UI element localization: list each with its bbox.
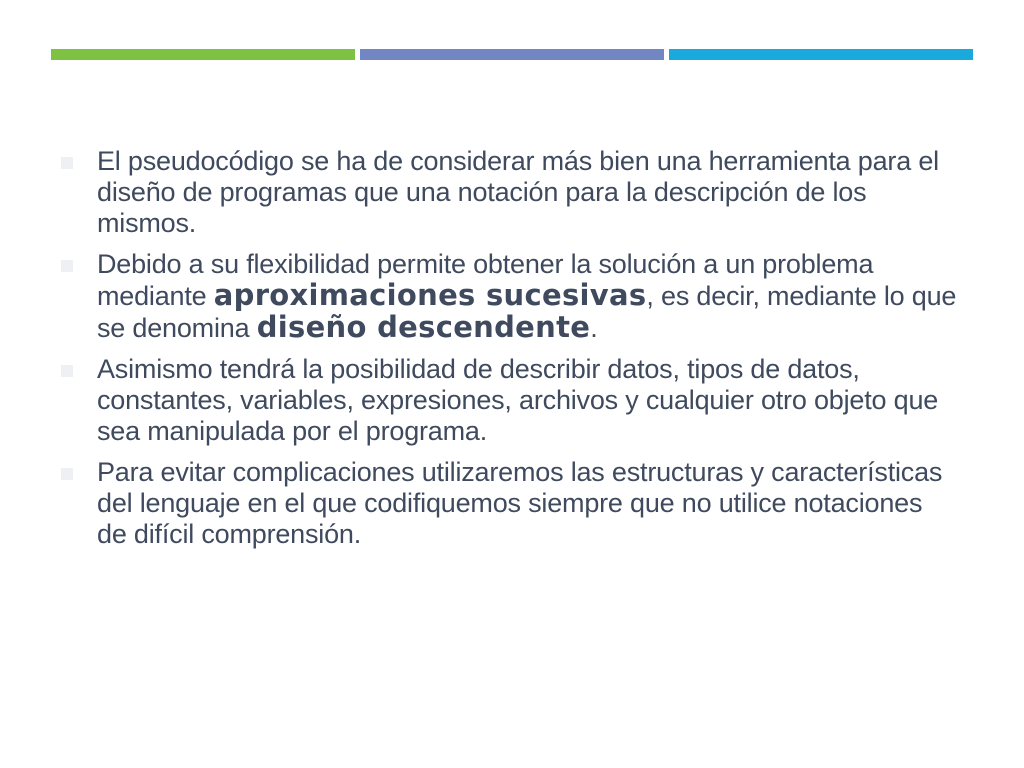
bullet-text-part-1: Debido a su flexibilidad permite obtener la solución a un problema mediante <box>97 249 874 311</box>
bullet-text-part-3: . <box>590 313 598 343</box>
square-bullet-icon <box>61 260 73 272</box>
header-bar-green <box>51 49 355 60</box>
header-color-bars <box>51 49 973 60</box>
bullet-item-4 <box>59 457 959 550</box>
bullet-text: Asimismo tendrá la posibilidad de describir datos, tipos de datos, constantes, variables, expresiones, archivos y cualquier otro objeto que sea manipulada por el programa. <box>97 354 939 446</box>
emphasis-diseno-descendente: diseño descendente <box>256 310 591 344</box>
bullet-item-3 <box>59 354 959 447</box>
bullet-text-part-2: , es decir, mediante lo que se denomina <box>97 281 957 343</box>
square-bullet-icon <box>61 157 73 169</box>
slide-body <box>59 146 959 560</box>
header-bar-blue <box>360 49 664 60</box>
bullet-item-1 <box>59 146 959 239</box>
square-bullet-icon <box>61 365 73 377</box>
header-bar-cyan <box>669 49 973 60</box>
bullet-text: El pseudocódigo se ha de considerar más bien una herramienta para el diseño de programas que una notación para la descripción de los mismos. <box>97 146 939 238</box>
emphasis-aproximaciones-sucesivas: aproximaciones sucesivas <box>213 278 647 312</box>
bullet-list <box>59 146 959 550</box>
bullet-text: Para evitar complicaciones utilizaremos las estructuras y características del lenguaje en el que codifiquemos siempre que no utilice notaciones de difícil comprensión. <box>97 457 943 549</box>
square-bullet-icon <box>61 468 73 480</box>
bullet-item-2 <box>59 249 959 344</box>
